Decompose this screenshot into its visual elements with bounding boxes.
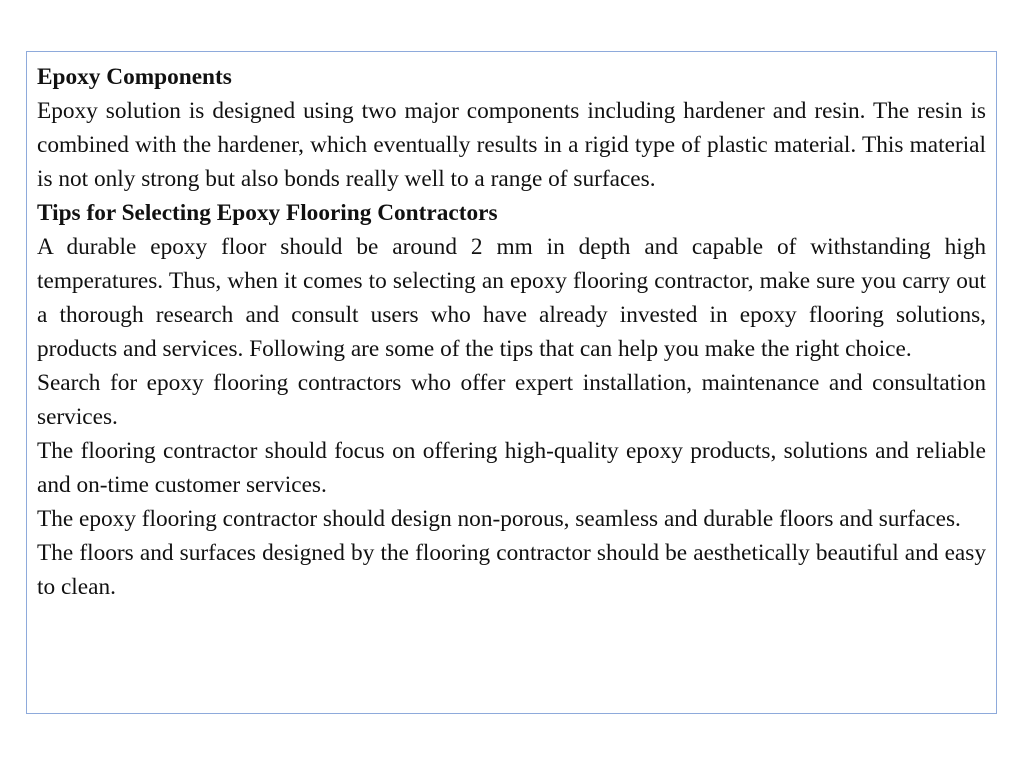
heading-epoxy-components: Epoxy Components	[37, 64, 232, 90]
tip-item: Search for epoxy flooring contractors who offer expert installation, maintenance and consultation services.	[37, 370, 986, 430]
paragraph-components: Epoxy solution is designed using two major components including hardener and resin. The resin is combined with the hardener, which eventually results in a rigid type of plastic material. This material is not only strong but also bonds really well to a range of surfaces.	[37, 98, 986, 192]
tip-item: The flooring contractor should focus on offering high-quality epoxy products, solutions and reliable and on-time customer services.	[37, 438, 986, 498]
paragraph-tips-intro: A durable epoxy floor should be around 2 mm in depth and capable of withstanding high temperatures. Thus, when it comes to selecting an epoxy flooring contractor, make sure you carry out a thorough research and consult users who have already invested in epoxy flooring solutions, products and services. Following are some of the tips that can help you make the right choice.	[37, 234, 986, 362]
content-box	[26, 51, 997, 714]
tip-item: The floors and surfaces designed by the flooring contractor should be aesthetically beautiful and easy to clean.	[37, 540, 986, 600]
tip-item: The epoxy flooring contractor should design non-porous, seamless and durable floors and surfaces.	[37, 506, 961, 532]
heading-tips: Tips for Selecting Epoxy Flooring Contractors	[37, 200, 498, 226]
